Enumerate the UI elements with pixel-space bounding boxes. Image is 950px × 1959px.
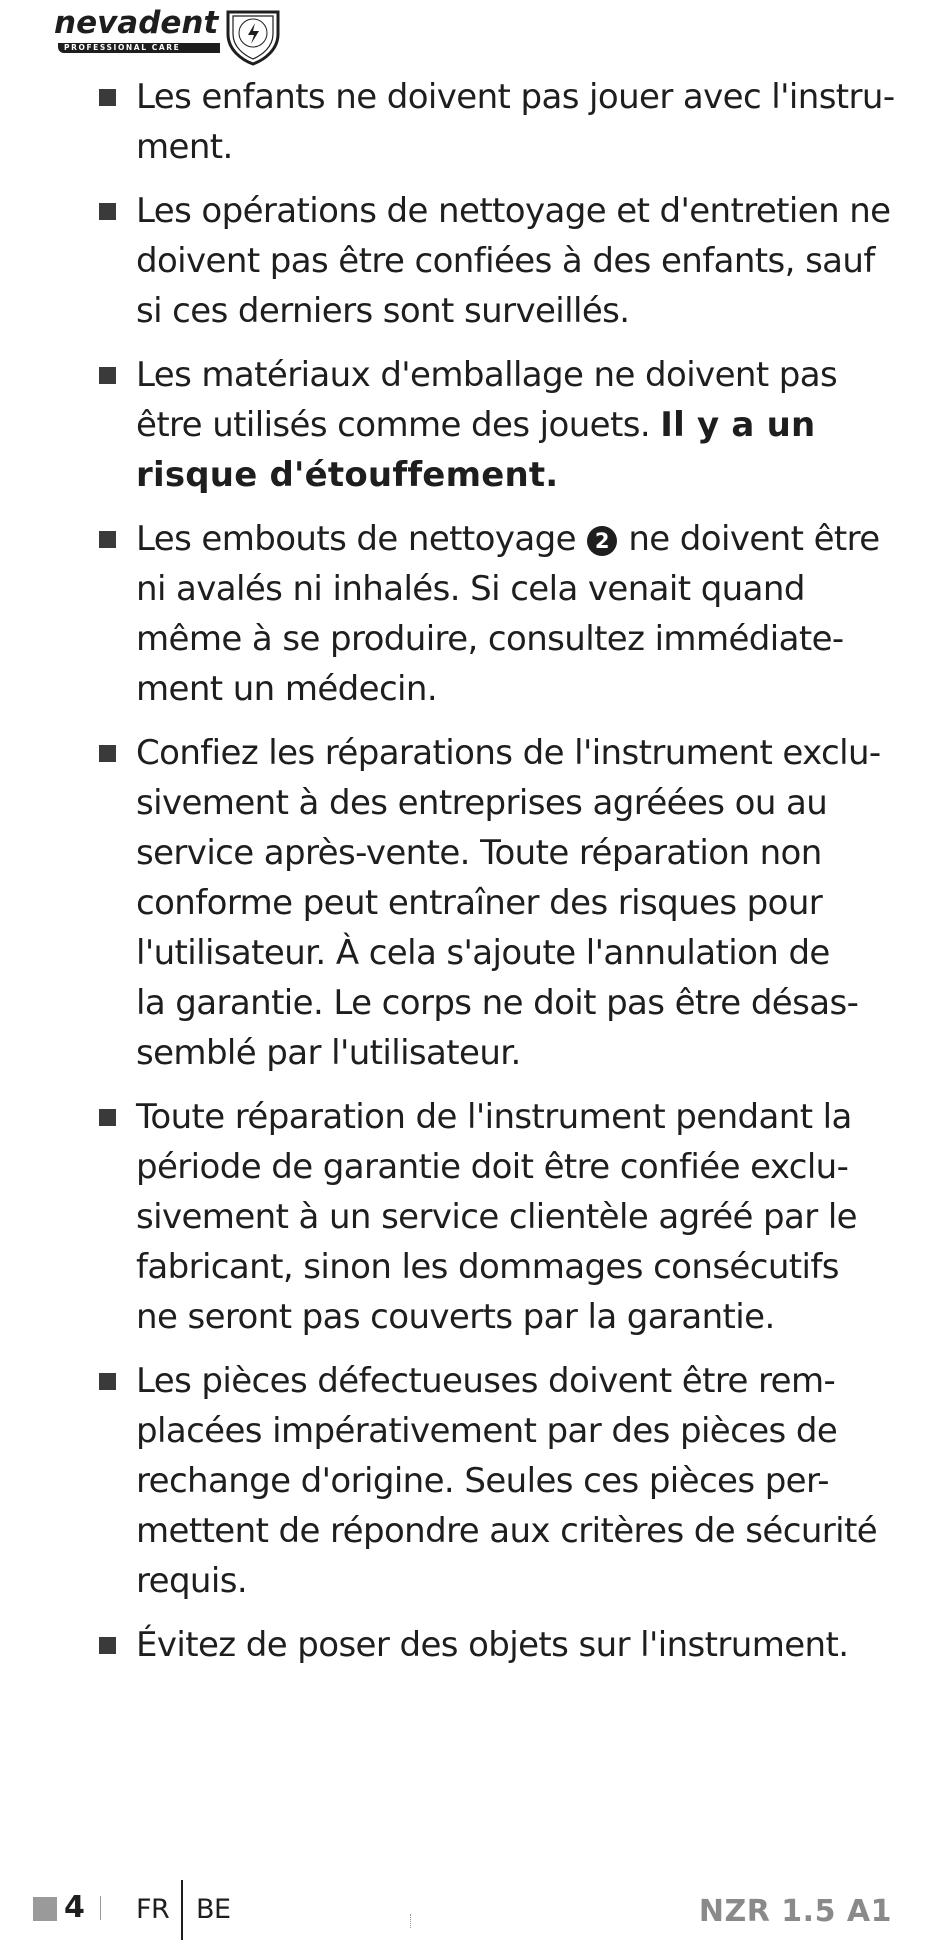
list-item <box>98 1620 898 1670</box>
fold-mark <box>410 1914 412 1928</box>
list-item-text: Les pièces défectueuses doivent être rem- placées impérativement par des pièces de rechange d'origine. Seules ces pièces per- mettent de répondre aux critères de sécurité requis. <box>136 1361 878 1601</box>
brand-name: nevadent <box>54 5 219 41</box>
list-item <box>98 514 898 714</box>
list-item-text-regular: Les matériaux d'emballage ne doivent pas être utilisés comme des jouets. <box>136 355 838 445</box>
list-item <box>98 72 898 172</box>
warning-emphasis: Il y a un risque d'étouffement. <box>136 405 816 495</box>
square-bullet-icon <box>99 89 116 106</box>
list-item-text <box>136 514 898 714</box>
list-item <box>98 1092 898 1342</box>
list-item <box>98 728 898 1078</box>
square-bullet-icon <box>99 1373 116 1390</box>
model-number: NZR 1.5 A1 <box>698 1894 892 1929</box>
square-bullet-icon <box>99 203 116 220</box>
square-bullet-icon <box>99 531 116 548</box>
language-code-be: BE <box>196 1894 231 1925</box>
list-item <box>98 1356 898 1606</box>
square-bullet-icon <box>99 1637 116 1654</box>
brand-wordmark <box>54 6 224 54</box>
brand-tagline: PROFESSIONAL CARE <box>64 43 181 52</box>
list-item-text-after: ne doivent être ni avalés ni inhalés. Si cela venait quand même à se produire, consultez immédiate- ment un médecin. <box>136 519 880 709</box>
square-bullet-icon <box>99 745 116 762</box>
list-item-text-before: Les embouts de nettoyage <box>136 519 587 559</box>
list-item-text <box>136 350 898 500</box>
part-reference-number: 2 <box>587 526 617 556</box>
footer-divider <box>100 1896 101 1920</box>
language-separator <box>181 1880 183 1940</box>
safety-instructions-list <box>98 72 898 1684</box>
list-item-text: Les opérations de nettoyage et d'entretien ne doivent pas être confiées à des enfants, sauf si ces derniers sont surveillés. <box>136 191 891 331</box>
list-item-text: Les enfants ne doivent pas jouer avec l'instru- ment. <box>136 77 895 167</box>
list-item-text: Confiez les réparations de l'instrument exclu- sivement à des entreprises agréées ou au service après-vente. Toute réparation non conforme peut entraîner des risques pour l'utilisateur. À cela s'ajoute l'annulation de la garantie. Le corps ne doit pas être désas- semblé par l'utilisateur. <box>136 733 881 1073</box>
square-bullet-icon <box>99 367 116 384</box>
list-item <box>98 186 898 336</box>
language-code-fr: FR <box>136 1894 170 1925</box>
square-bullet-icon <box>99 1109 116 1126</box>
page-number: 4 <box>64 1890 85 1925</box>
brand-shield-icon <box>224 6 282 66</box>
page-footer <box>0 1880 950 1959</box>
list-item-text: Évitez de poser des objets sur l'instrument. <box>136 1625 849 1665</box>
list-item-text: Toute réparation de l'instrument pendant la période de garantie doit être confiée exclu- sivement à un service clientèle agréé par le fabricant, sinon les dommages consécutifs ne seront pas couverts par la garantie. <box>136 1097 858 1337</box>
footer-square-icon <box>33 1897 57 1921</box>
list-item <box>98 350 898 500</box>
brand-logo <box>54 6 224 66</box>
